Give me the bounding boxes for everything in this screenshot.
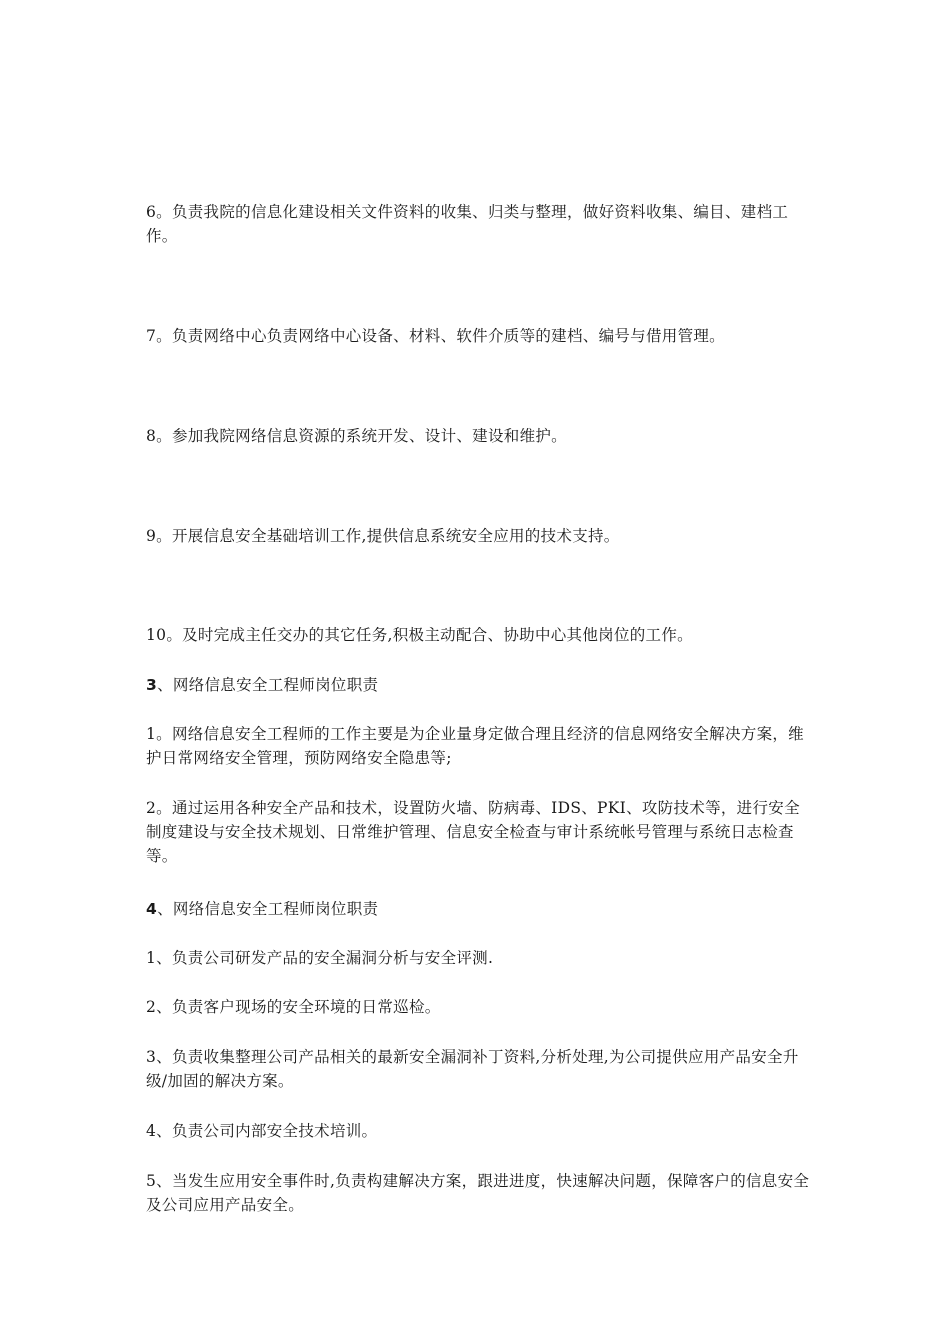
section-4-item-5: 5、当发生应用安全事件时,负责构建解决方案，跟进进度，快速解决问题，保障客户的信息安全及公司应用产品安全。 (146, 1172, 810, 1214)
paragraph-10: 10。及时完成主任交办的其它任务,积极主动配合、协助中心其他岗位的工作。 (146, 626, 693, 644)
paragraph-9: 9。开展信息安全基础培训工作,提供信息系统安全应用的技术支持。 (146, 527, 620, 545)
section-4-title: 、网络信息安全工程师岗位职责 (157, 900, 379, 918)
section-4-item-4: 4、负责公司内部安全技术培训。 (146, 1122, 378, 1140)
section-4-item-1: 1、负责公司研发产品的安全漏洞分析与安全评测. (146, 949, 494, 967)
section-3-number: 3 (146, 676, 158, 694)
section-4-number: 4 (146, 900, 158, 918)
section-4-item-2: 2、负责客户现场的安全环境的日常巡检。 (146, 998, 441, 1016)
section-4-heading (146, 897, 810, 921)
section-3-item-1: 1。网络信息安全工程师的工作主要是为企业量身定做合理且经济的信息网络安全解决方案，维护日常网络安全管理，预防网络安全隐患等; (146, 725, 804, 767)
section-4-item-3: 3、负责收集整理公司产品相关的最新安全漏洞补丁资料,分析处理,为公司提供应用产品安全升级/加固的解决方案。 (146, 1048, 799, 1090)
section-3-heading (146, 673, 810, 697)
paragraph-7: 7。负责网络中心负责网络中心设备、材料、软件介质等的建档、编号与借用管理。 (146, 327, 725, 345)
section-3-item-2: 2。通过运用各种安全产品和技术，设置防火墙、防病毒、IDS、PKI、攻防技术等，进行安全制度建设与安全技术规划、日常维护管理、信息安全检查与审计系统帐号管理与系统日志检查等。 (146, 799, 800, 865)
section-3-title: 、网络信息安全工程师岗位职责 (157, 676, 379, 694)
paragraph-6: 6。负责我院的信息化建设相关文件资料的收集、归类与整理，做好资料收集、编目、建档工作。 (146, 203, 789, 245)
paragraph-8: 8。参加我院网络信息资源的系统开发、设计、建设和维护。 (146, 427, 567, 445)
